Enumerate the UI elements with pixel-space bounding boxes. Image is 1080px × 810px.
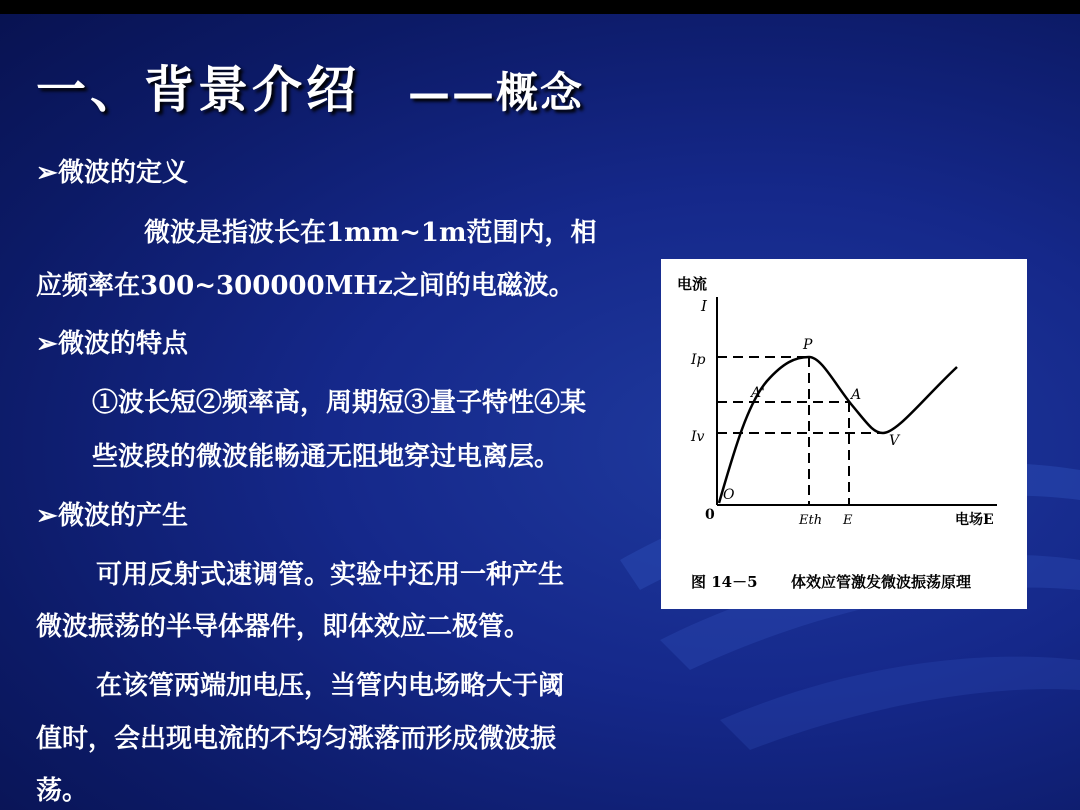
caption-text: 体效应管激发微波振荡原理: [791, 573, 972, 591]
definition-line-2: 应频率在300~300000MHz之间的电磁波。: [36, 271, 575, 301]
generation-heading: ➢微波的产生: [36, 501, 189, 531]
x-axis-title: 电场E: [955, 512, 994, 528]
label-iv: Iv: [691, 429, 705, 445]
generation-line-5: 荡。: [36, 776, 89, 806]
generation-line-4: 值时，会出现电流的不均匀涨落而形成微波振: [36, 724, 557, 754]
generation-line-2: 微波振荡的半导体器件，即体效应二极管。: [36, 612, 531, 642]
title-main: 一、背景介绍: [36, 60, 360, 119]
bullet-arrow-icon: ➢: [36, 158, 58, 188]
tick-eth: Eth: [799, 513, 823, 528]
point-p: P: [803, 337, 813, 353]
definition-line-1: 微波是指波长在1mm~1m范围内，相: [144, 218, 597, 248]
tick-e: E: [843, 513, 853, 528]
generation-line-1: 可用反射式速调管。实验中还用一种产生: [96, 560, 565, 590]
generation-line-3: 在该管两端加电压，当管内电场略大于阈: [96, 671, 565, 701]
point-a-prime: A': [751, 385, 765, 401]
features-line-1: ①波长短②频率高，周期短③量子特性④某: [92, 388, 587, 418]
features-line-2: 些波段的微波能畅通无阻地穿过电离层。: [92, 442, 561, 472]
y-axis-title: 电流: [677, 275, 708, 293]
label-ip: Ip: [691, 352, 706, 368]
point-a: A: [851, 387, 862, 403]
slide-title: [36, 50, 584, 122]
definition-heading: ➢微波的定义: [36, 158, 189, 188]
origin-zero: 0: [705, 507, 715, 523]
title-sub: ——概念: [408, 68, 585, 117]
iv-curve-diagram: [661, 259, 1027, 609]
y-axis-symbol: I: [701, 297, 707, 315]
origin-o: O: [723, 487, 735, 503]
features-heading: ➢微波的特点: [36, 329, 189, 359]
bullet-arrow-icon: ➢: [36, 329, 58, 359]
caption-number: 图 14－5: [691, 573, 758, 591]
bullet-arrow-icon: ➢: [36, 501, 58, 531]
iv-curve: [719, 357, 957, 503]
point-v: V: [889, 433, 900, 449]
iv-curve-figure: [661, 259, 1027, 609]
